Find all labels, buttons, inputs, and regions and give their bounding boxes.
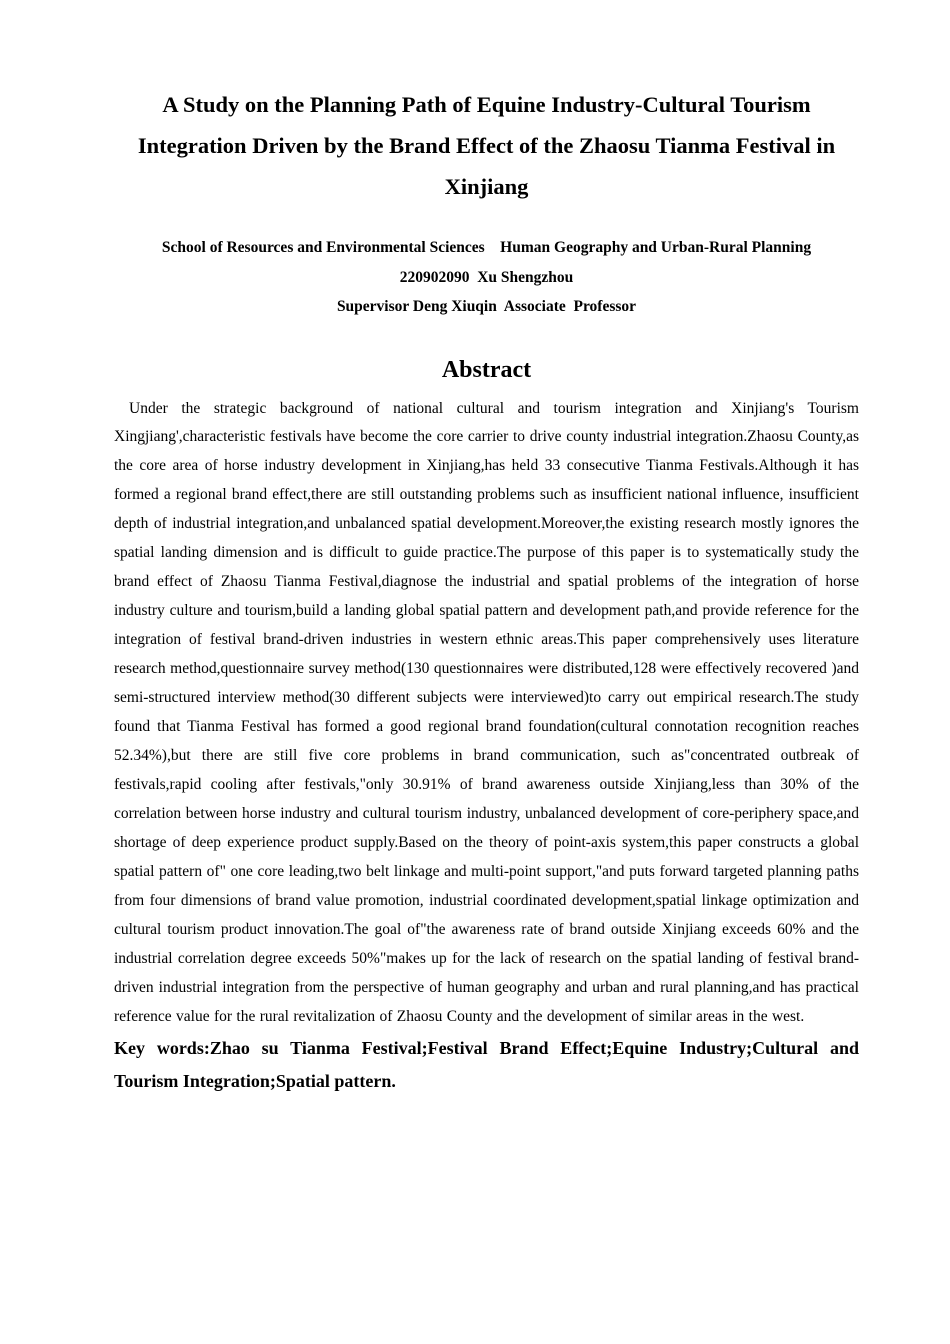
author-line: 220902090 Xu Shengzhou — [399, 268, 574, 286]
author-block — [114, 233, 859, 322]
supervisor-line: Supervisor Deng Xiuqin Associate Professor — [336, 298, 637, 315]
abstract-heading: Abstract — [441, 356, 532, 383]
affiliation-line: School of Resources and Environmental Sciences Human Geography and Urban-Rural Planning — [161, 239, 812, 256]
abstract-body: Under the strategic background of national cultural and tourism integration and Xinjiang's Tourism Xingjiang',characteristic festivals have become the core carrier to drive county industrial integration.Zhaosu County,as the core area of horse industry development in Xinjiang,has held 33 consecutive Tianma Festivals.Although it has formed a regional brand effect,there are still outstanding problems such as insufficient national influence, insufficient depth of industrial integration,and unbalanced spatial development.Moreover,the existing research mostly ignores the spatial landing dimension and is difficult to guide practice.The purpose of this paper is to systematically study the brand effect of Zhaosu Tianma Festival,diagnose the industrial and spatial problems of the integration of horse industry culture and tourism,build a landing global spatial pattern and development path,and provide reference for the integration of festival brand-driven industries in western ethnic areas.This paper comprehensively uses literature research method,questionnaire survey method(130 questionnaires were distributed,128 were effectively recovered )and semi-structured interview method(30 different subjects were interviewed)to carry out empirical research.The study found that Tianma Festival has formed a good regional brand foundation(cultural connotation recognition reaches 52.34%),but there are still five core problems in brand communication, such as"concentrated outbreak of festivals,rapid cooling after festivals,"only 30.91% of brand awareness outside Xinjiang,less than 30% of the correlation between horse industry and cultural tourism industry, unbalanced development of core-periphery space,and shortage of deep experience product supply.Based on the theory of point-axis system,this paper constructs a global spatial pattern of" one core leading,two belt linkage and multi-point support,"and puts forward targeted planning paths from four dimensions of brand value promotion, industrial coordinated development,spatial linkage optimization and cultural tourism product innovation.The goal of"the awareness rate of brand outside Xinjiang exceeds 60% and the industrial correlation degree exceeds 50%"makes up for the lack of research on the spatial landing of festival brand-driven industrial integration from the perspective of human geography and urban and rural planning,and has practical reference value for the rural revitalization of Zhaosu County and the development of similar areas in the west. — [114, 399, 859, 1025]
paper-title: A Study on the Planning Path of Equine Industry-Cultural Tourism Integration Driven by the Brand Effect of the Zhaosu Tianma Festival in Xinjiang — [137, 92, 836, 199]
paper-page — [114, 84, 859, 1098]
keywords: Key words:Zhao su Tianma Festival;Festival Brand Effect;Equine Industry;Cultural and Tourism Integration;Spatial pattern. — [114, 1038, 859, 1092]
